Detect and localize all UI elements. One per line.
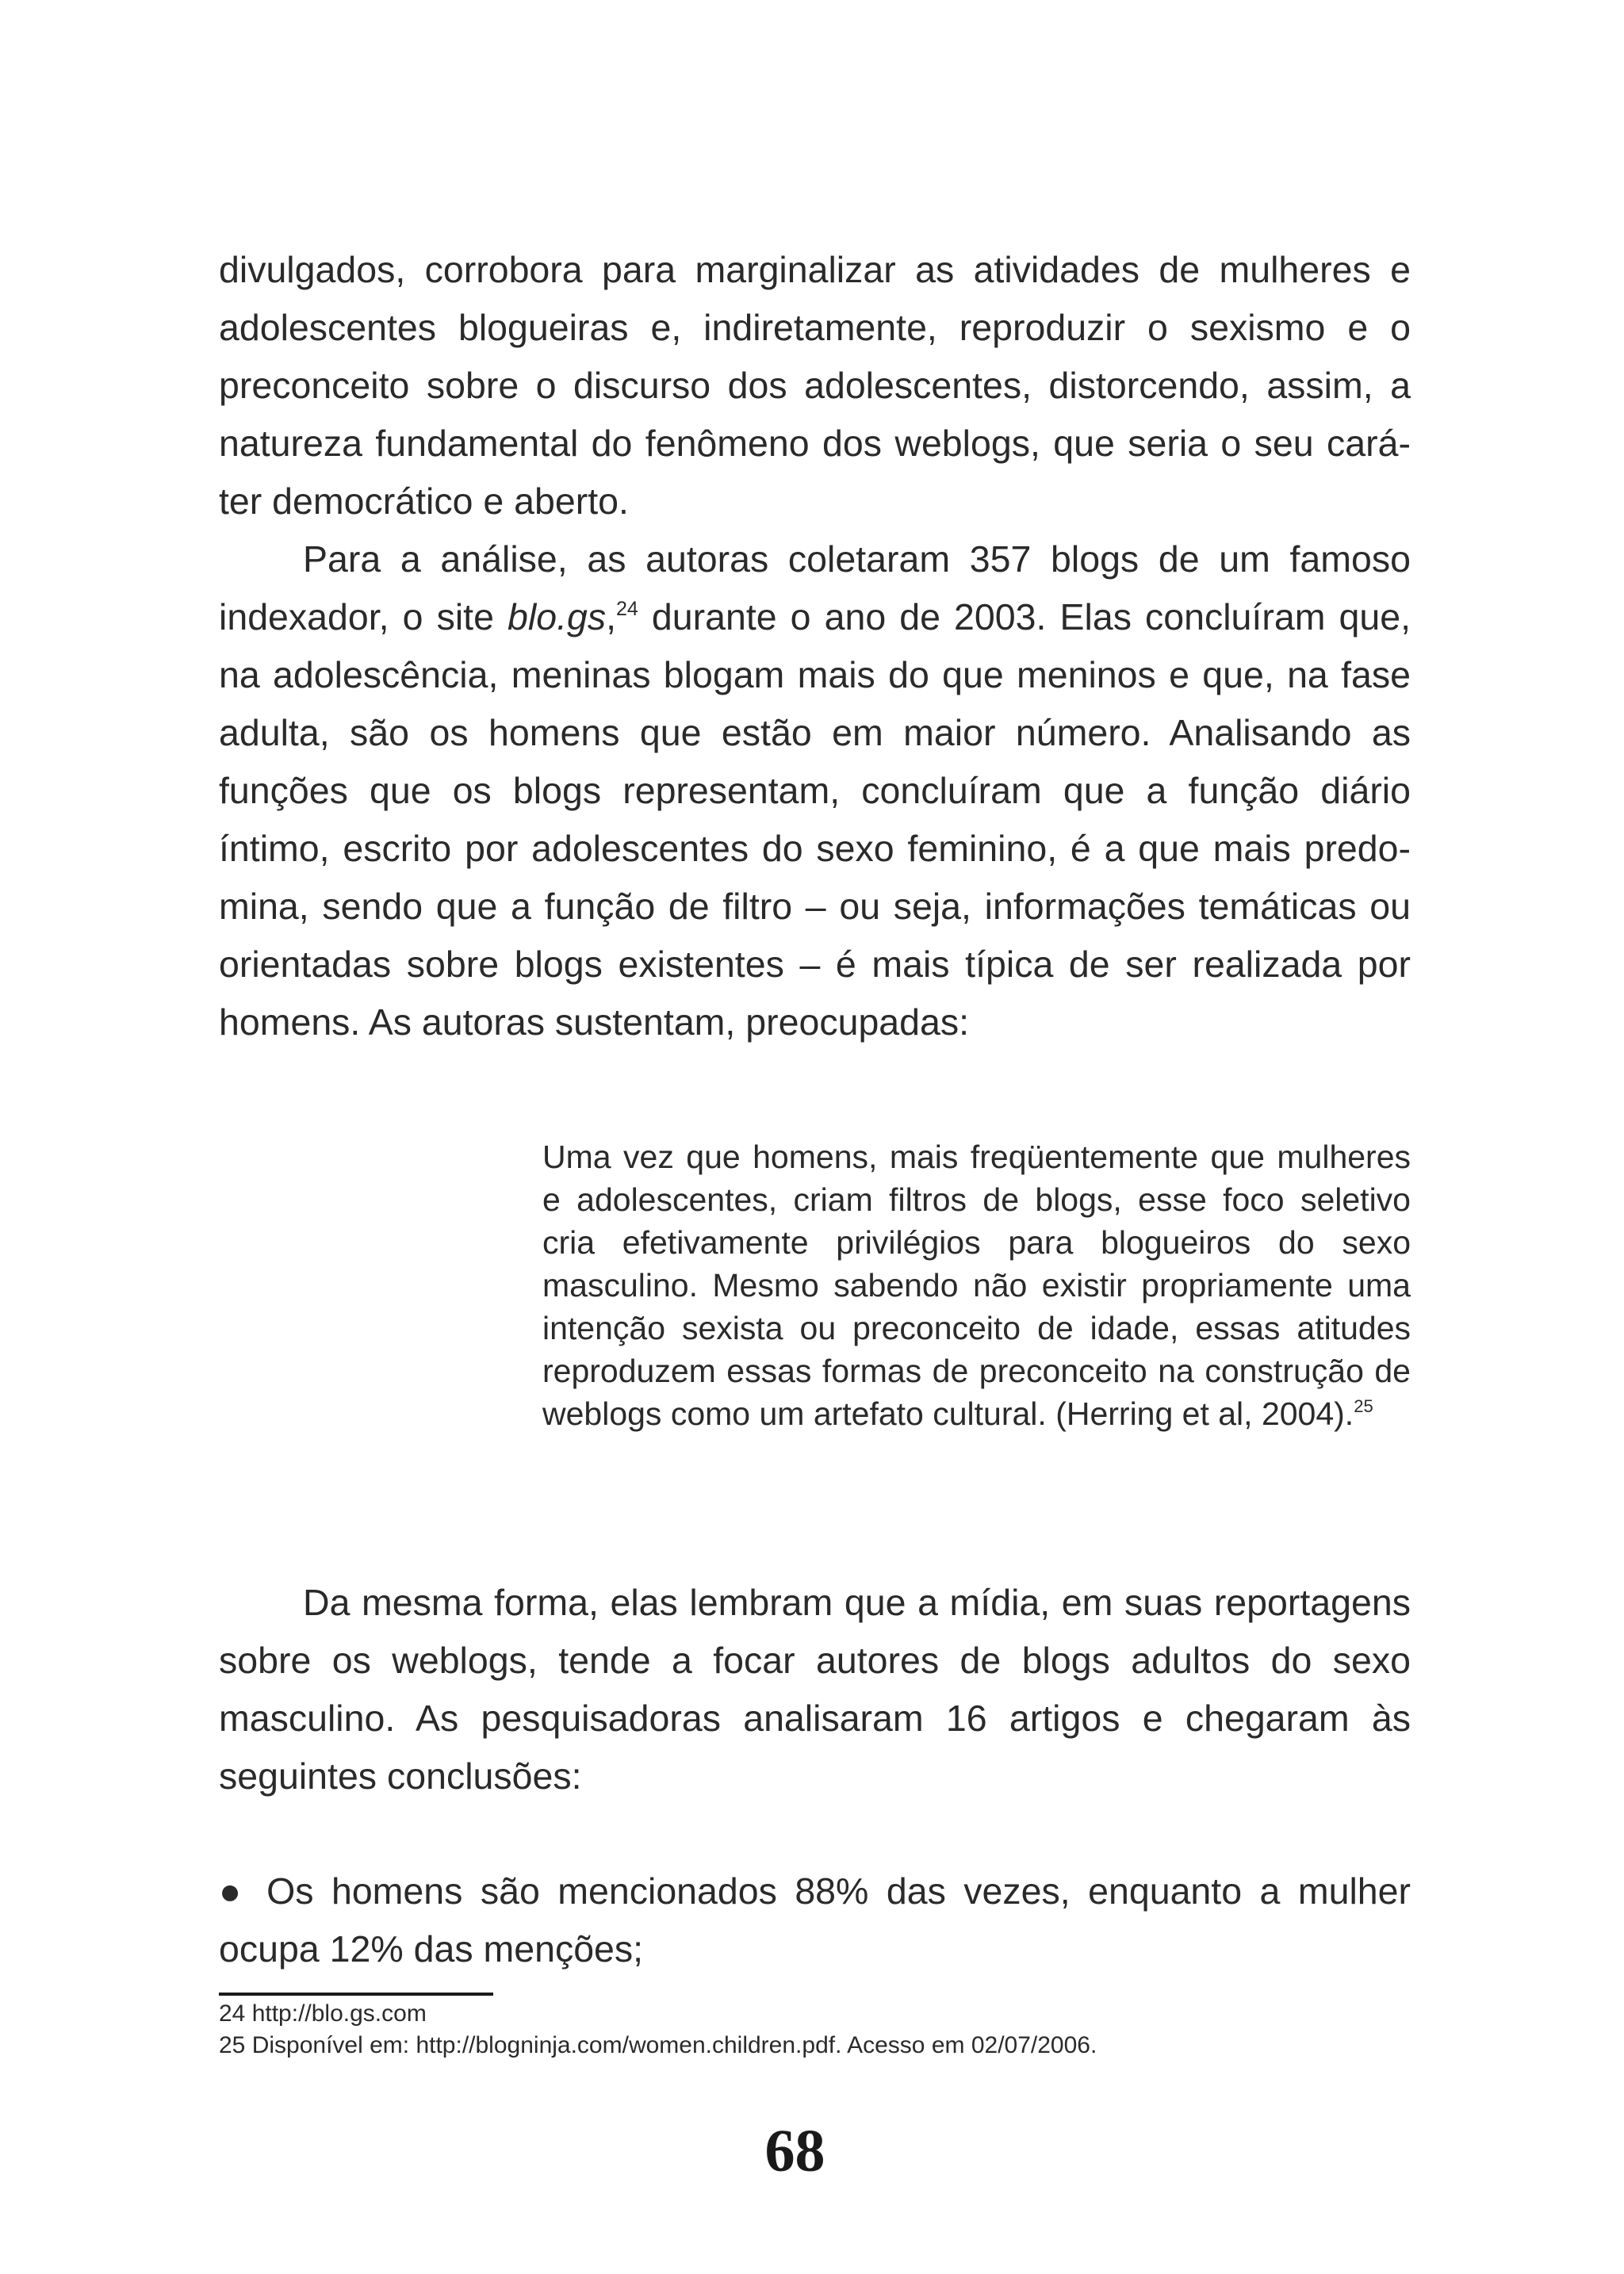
footnote-separator xyxy=(219,1993,493,1996)
footnote-ref-25: 25 xyxy=(1354,1396,1373,1416)
bullet-item: ● Os homens são mencionados 88% das vezes, enquanto a mulher ocupa 12% das menções; xyxy=(219,1870,1411,1970)
page-number: 68 xyxy=(764,2118,825,2184)
paragraph-analysis-text-start: Para a análise, as autoras coletaram 357 blogs de um famoso indexador, o site xyxy=(219,538,1411,637)
paragraph-analysis-text-end: durante o ano de 2003. Elas concluíram que, na adolescência, meninas blogam mais do que meninos e que, na fase adulta, são os homens que estão em maior número. Analisando as funções que os blogs representam, concluíram que a função diário íntimo, escrito por adolescentes do sexo feminino, é a que mais predo-mina, sendo que a função de filtro – ou seja, informações temáticas ou orientadas sobre blogs existentes – é mais típica de ser realizada por homens. As autoras sustentam, preocupadas: xyxy=(219,596,1411,1043)
main-text-bottom xyxy=(219,1574,1411,1805)
main-text-top xyxy=(219,241,1411,1051)
paragraph-media: Da mesma forma, elas lembram que a mídia, em suas reportagens sobre os weblogs, tende a focar autores de blogs adultos do sexo masculino. As pesquisadoras analisaram 16 artigos e chegaram às seguintes conclusões: xyxy=(219,1582,1411,1797)
block-quotation xyxy=(542,1135,1411,1435)
quotation-text: Uma vez que homens, mais freqüentemente que mulheres e adolescentes, criam filtros de blogs, esse foco seletivo cria efetivamente privilégios para blogueiros do sexo masculino. Mesmo sabendo não existir propriamente uma intenção sexista ou preconceito de idade, essas atitudes reproduzem essas formas de preconceito na construção de weblogs como um artefato cultural. (Herring et al, 2004). xyxy=(542,1139,1411,1432)
bullet-list xyxy=(219,1862,1411,1978)
footnote-ref-24: 24 xyxy=(616,598,638,620)
paragraph-analysis xyxy=(219,530,1411,1051)
footnote-25: 25 Disponível em: http://blogninja.com/women.children.pdf. Acesso em 02/07/2006. xyxy=(219,2032,1097,2058)
footnotes xyxy=(219,1998,1097,2062)
site-name: blo.gs xyxy=(508,596,607,637)
paragraph-continuation: divulgados, corrobora para marginalizar as atividades de mulheres e adolescentes blogueiras e, indiretamente, reproduzir o sexismo e o preconceito sobre o discurso dos adolescentes, distorcendo, assim, a natureza fundamental do fenômeno dos weblogs, que seria o seu cará-ter democrático e aberto. xyxy=(219,249,1411,522)
footnote-24: 24 http://blo.gs.com xyxy=(219,2000,427,2027)
comma: , xyxy=(606,596,617,637)
